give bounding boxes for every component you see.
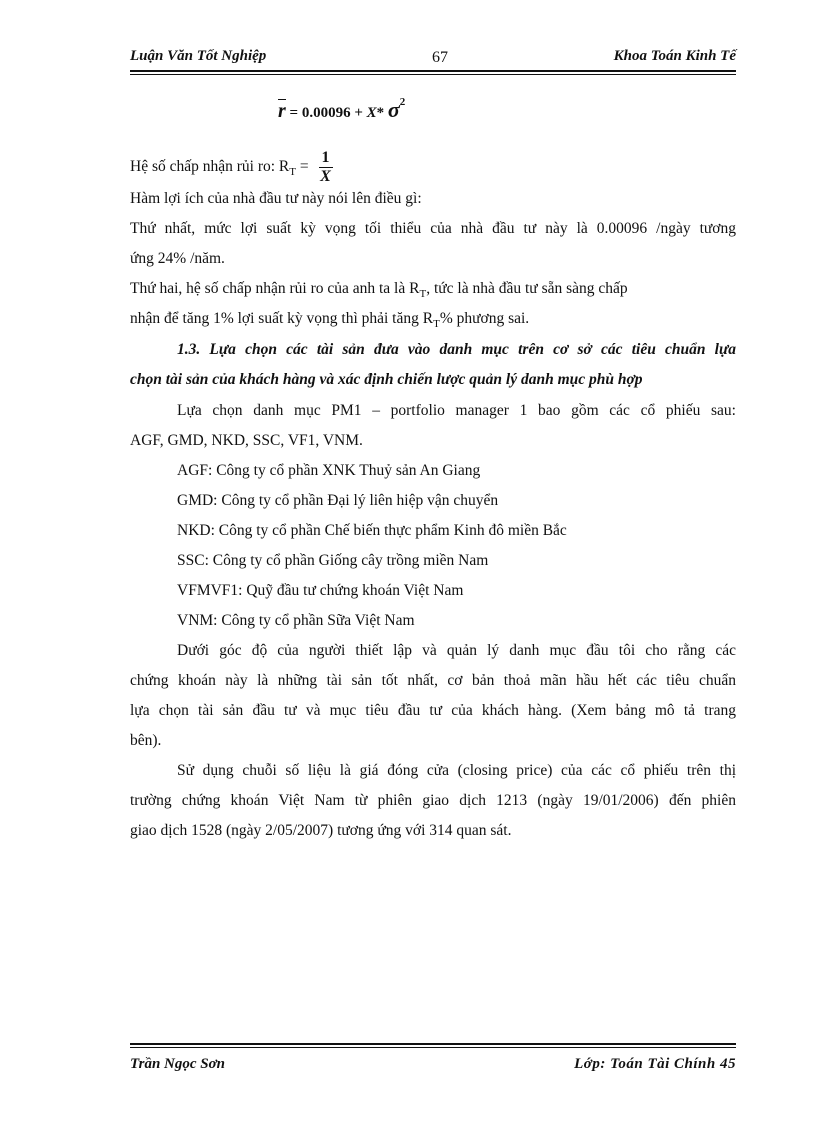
- paragraph-line: chứng khoán này là những tài sản tốt nhất, cơ bản thoả mãn hầu hết các tiêu chuẩn: [130, 672, 736, 689]
- page-footer: [130, 1056, 736, 1078]
- list-item: NKD: Công ty cổ phần Chế biến thực phẩm Kinh đô miền Bắc: [177, 522, 567, 539]
- header-faculty: Khoa Toán Kinh Tế: [613, 48, 736, 64]
- fraction-numerator: 1: [319, 149, 333, 168]
- subscript: T: [419, 288, 427, 301]
- formula-exponent: 2: [399, 96, 406, 108]
- list-item: SSC: Công ty cổ phần Giống cây trồng miền Nam: [177, 552, 489, 569]
- footer-class: Lớp: Toán Tài Chính 45: [574, 1056, 736, 1072]
- formula-sigma: σ: [387, 97, 400, 122]
- paragraph-line: bên).: [130, 732, 162, 749]
- list-item: GMD: Công ty cổ phần Đại lý liên hiệp vận chuyển: [177, 492, 499, 509]
- header-divider: [130, 70, 736, 75]
- paragraph-line: AGF, GMD, NKD, SSC, VF1, VNM.: [130, 432, 363, 449]
- utility-formula: [278, 96, 405, 123]
- paragraph-line: ứng 24% /năm.: [130, 250, 225, 267]
- text-fragment: % phương sai.: [439, 310, 530, 327]
- paragraph-line: Lựa chọn danh mục PM1 – portfolio manager 1 bao gồm các cổ phiếu sau:: [177, 402, 736, 419]
- text-fragment: Thứ hai, hệ số chấp nhận rủi ro của anh ta là R: [130, 280, 420, 297]
- paragraph-line: giao dịch 1528 (ngày 2/05/2007) tương ứng với 314 quan sát.: [130, 822, 512, 839]
- footer-author: Trần Ngọc Sơn: [130, 1056, 226, 1072]
- text-fragment: nhận để tăng 1% lợi suất kỳ vọng thì phải tăng R: [130, 310, 434, 327]
- formula-x: X: [366, 105, 377, 121]
- footer-divider: [130, 1043, 736, 1048]
- list-item: VFMVF1: Quỹ đầu tư chứng khoán Việt Nam: [177, 582, 464, 599]
- formula-r-bar: r: [278, 100, 286, 122]
- section-heading: chọn tài sản của khách hàng và xác định chiến lược quản lý danh mục phù hợp: [130, 371, 643, 388]
- paragraph-line: Dưới góc độ của người thiết lập và quản lý danh mục đầu tôi cho rằng các: [177, 642, 736, 659]
- risk-acceptance-line: [130, 149, 333, 186]
- text-fragment: , tức là nhà đầu tư sẵn sàng chấp: [426, 280, 628, 297]
- paragraph-line: Hàm lợi ích của nhà đầu tư này nói lên điều gì:: [130, 190, 422, 207]
- paragraph-line: trường chứng khoán Việt Nam từ phiên giao dịch 1213 (ngày 19/01/2006) đến phiên: [130, 792, 736, 809]
- risk-fraction: [319, 149, 333, 186]
- risk-sub: T: [289, 166, 297, 179]
- risk-eq: =: [296, 158, 313, 176]
- page-header: [130, 48, 736, 70]
- list-item: VNM: Công ty cổ phần Sữa Việt Nam: [177, 612, 415, 629]
- formula-star: *: [376, 105, 385, 121]
- page-number: 67: [432, 49, 448, 66]
- formula-rhs: = 0.00096 +: [289, 105, 367, 121]
- paragraph-line: lựa chọn tài sản đầu tư và mục tiêu đầu tư của khách hàng. (Xem bảng mô tả trang: [130, 702, 736, 719]
- subscript: T: [433, 318, 440, 331]
- paragraph-line: [130, 309, 529, 334]
- paragraph-line: [130, 279, 628, 304]
- section-heading: 1.3. Lựa chọn các tài sản đưa vào danh mục trên cơ sở các tiêu chuẩn lựa: [177, 341, 736, 358]
- list-item: AGF: Công ty cổ phần XNK Thuỷ sản An Giang: [177, 462, 481, 479]
- paragraph-line: Thứ nhất, mức lợi suất kỳ vọng tối thiểu của nhà đầu tư này là 0.00096 /ngày tương: [130, 220, 736, 237]
- risk-text: Hệ số chấp nhận rủi ro: R: [130, 158, 290, 176]
- paragraph-line: Sử dụng chuỗi số liệu là giá đóng cửa (closing price) của các cổ phiếu trên thị: [177, 762, 736, 779]
- fraction-denominator: X: [320, 168, 331, 185]
- header-thesis-title: Luận Văn Tốt Nghiệp: [130, 48, 267, 64]
